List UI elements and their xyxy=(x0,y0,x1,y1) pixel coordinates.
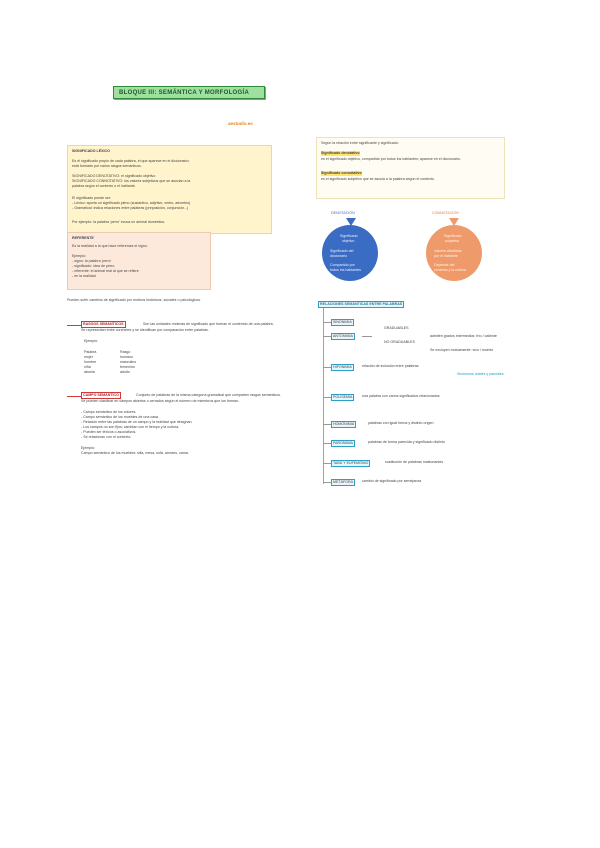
campo-line: - Campo semántico de los muebles de una casa. xyxy=(81,415,159,419)
relation-label: POLISEMIA xyxy=(333,395,353,399)
campo-line: - Pueden ser léxicos o asociativos. xyxy=(81,430,137,434)
box1-line: SIGNIFICADO DENOTATIVO: el significado objetivo xyxy=(72,174,156,178)
item1-text: es el significado objetivo, compartido por todos los hablantes; aparece en el diccionario. xyxy=(321,157,461,161)
box2-line: - referente: el animal real al que se refiere xyxy=(72,269,139,273)
graduable-note: admiten grados intermedios: frío / caliente xyxy=(430,334,497,338)
antonym-note: Se excluyen mutuamente: vivo / muerto xyxy=(430,348,494,352)
relation-label: PARONIMIA xyxy=(333,441,353,445)
antonym-graduable: GRADUABLES xyxy=(384,326,409,330)
box1-line: - Léxico: aporta un significado pleno (sustantivo, adjetivo, verbo, adverbio) xyxy=(72,201,191,205)
connector-line xyxy=(67,325,81,326)
table-cell: femenino xyxy=(120,365,135,369)
circle-text: contexto y la cultura xyxy=(434,268,466,272)
connector-line xyxy=(323,322,331,323)
box1-line: SIGNIFICADO CONNOTATIVO: los valores subjetivos que se asocian a la xyxy=(72,179,191,183)
relations-spine xyxy=(323,308,324,484)
box1-heading: SIGNIFICADO LÉXICO xyxy=(72,149,110,153)
relation-label: HOMONIMIA xyxy=(333,422,355,426)
box1-line: palabra según el contexto o el hablante. xyxy=(72,184,136,188)
relations-heading: RELACIONES SEMÁNTICAS ENTRE PALABRAS xyxy=(320,302,403,306)
relation-label: SINONIMIA xyxy=(333,320,352,324)
campo-line: - Campo semántico de los colores. xyxy=(81,410,137,414)
connector-line xyxy=(323,463,331,464)
relation-text: palabras de forma parecida y significado distinto xyxy=(368,440,445,444)
item2-text: es el significado subjetivo que se asocia a la palabra según el contexto. xyxy=(321,177,435,181)
relation-text: sustitución de palabras malsonantes xyxy=(385,460,444,464)
denotation-circle xyxy=(322,225,378,281)
campo-desc-2: Se pueden clasificar en campos abiertos o cerrados según el número de miembros que los forman. xyxy=(81,399,240,403)
box2-line: - en la realidad xyxy=(72,274,96,278)
definition-box xyxy=(67,145,272,234)
table-cell: masculino xyxy=(120,360,137,364)
item1-label: Significado denotativo xyxy=(321,151,360,155)
referent-box xyxy=(67,232,211,290)
circle-text: Depende del xyxy=(434,263,455,267)
box1-line: Es el significado propio de cada palabra, el que aparece en el diccionario; xyxy=(72,159,190,163)
rasgos-desc-2: Se representan entre corchetes y se identifican por comparación entre palabras. xyxy=(81,328,209,332)
campo-label: CAMPO SEMÁNTICO xyxy=(83,393,119,397)
item2-label: Significado connotativo xyxy=(321,171,362,175)
connector-line xyxy=(362,336,372,337)
campo-example: Campo semántico de los muebles: silla, mesa, sofá, armario, cama. xyxy=(81,451,189,455)
table-cell: Rasgo xyxy=(120,350,131,354)
rasgos-label: RASGOS SEMÁNTICOS xyxy=(83,322,124,326)
table-cell: humano xyxy=(120,355,133,359)
relation-text: una palabra con varios significados relacionados xyxy=(362,394,440,398)
circle-text: por el hablante xyxy=(434,254,458,258)
box2-line: Es la realidad a la que hace referencia el signo. xyxy=(72,244,148,248)
page-title: BLOQUE III: SEMÁNTICA Y MORFOLOGÍA xyxy=(119,90,250,96)
circle-text: Significado xyxy=(444,234,462,238)
box1-line: está formado por varios rasgos semánticos. xyxy=(72,164,142,168)
relation-label: ANTONIMIA xyxy=(333,334,353,338)
table-cell: Palabra xyxy=(84,350,97,354)
relation-label: TABÚ Y EUFEMISMO xyxy=(333,461,369,465)
signature: aestudio.es xyxy=(228,121,253,126)
circle-text: Significado xyxy=(340,234,358,238)
campo-line: - Se relacionan con el contexto. xyxy=(81,435,132,439)
campo-line: - Los campos no son fijos; cambian con el tiempo y la cultura. xyxy=(81,425,180,429)
relation-text: relación de inclusión entre palabras xyxy=(362,364,419,368)
circle-text: diccionario xyxy=(330,254,348,258)
change-note: Pueden sufrir cambios de significado por motivos históricos, sociales o psicológicos. xyxy=(67,298,202,302)
relation-text: palabras con igual forma y distinto origen xyxy=(368,421,434,425)
connector-line xyxy=(323,443,331,444)
circle-text: Valores añadidos xyxy=(434,249,462,253)
table-cell: hombre xyxy=(84,360,97,364)
table-cell: niña xyxy=(84,365,91,369)
circle-text: todos los hablantes xyxy=(330,268,361,272)
connector-line xyxy=(323,424,331,425)
box1-line: El significado puede ser: xyxy=(72,196,112,200)
denotation-tag: DENOTACIÓN xyxy=(331,211,355,215)
cyan-note: Sinónimos totales y parciales xyxy=(457,372,504,376)
campo-line: - Relación entre las palabras de un campo y la realidad que designan. xyxy=(81,420,193,424)
table-cell: mujer xyxy=(84,355,93,359)
box1-line: Por ejemplo: la palabra 'perro' evoca un animal doméstico. xyxy=(72,220,166,224)
connotation-intro: Según la relación entre significante y significado: xyxy=(321,141,399,145)
relation-label: METÁFORA xyxy=(333,480,353,484)
box2-line: Ejemplo: xyxy=(72,254,86,258)
box2-heading: REFERENTE xyxy=(72,236,94,240)
box1-line: - Gramatical: indica relaciones entre palabras (preposición, conjunción...) xyxy=(72,206,189,210)
title-banner xyxy=(113,86,265,99)
table-cell: abuela xyxy=(84,370,95,374)
connotation-box xyxy=(316,137,505,199)
circle-text: objetivo xyxy=(342,239,355,243)
relation-label: HIPONIMIA xyxy=(333,365,352,369)
antonym-nongraduable: NO GRADUABLES xyxy=(384,340,415,344)
rasgos-desc: Son las unidades mínimas de significado que forman el contenido de una palabra. xyxy=(143,322,274,326)
connotation-circle xyxy=(426,225,482,281)
connector-line xyxy=(323,397,331,398)
circle-text: Significado del xyxy=(330,249,354,253)
connector-line xyxy=(323,336,331,337)
connector-line xyxy=(323,482,331,483)
campo-desc: Conjunto de palabras de la misma categoría gramatical que comparten rasgos semánticos. xyxy=(136,393,282,397)
relation-text: cambio de significado por semejanza xyxy=(362,479,422,483)
box2-line: - signo: la palabra 'perro' xyxy=(72,259,112,263)
connector-line xyxy=(323,367,331,368)
connector-line xyxy=(67,396,81,397)
campo-example-label: Ejemplo: xyxy=(81,446,95,450)
table-cell: adulto xyxy=(120,370,130,374)
box2-line: - significado: idea de perro xyxy=(72,264,115,268)
circle-text: Compartido por xyxy=(330,263,355,267)
rasgos-example-label: Ejemplo: xyxy=(84,339,98,343)
circle-text: subjetivo xyxy=(445,239,460,243)
connotation-tag: CONNOTACIÓN xyxy=(432,211,459,215)
